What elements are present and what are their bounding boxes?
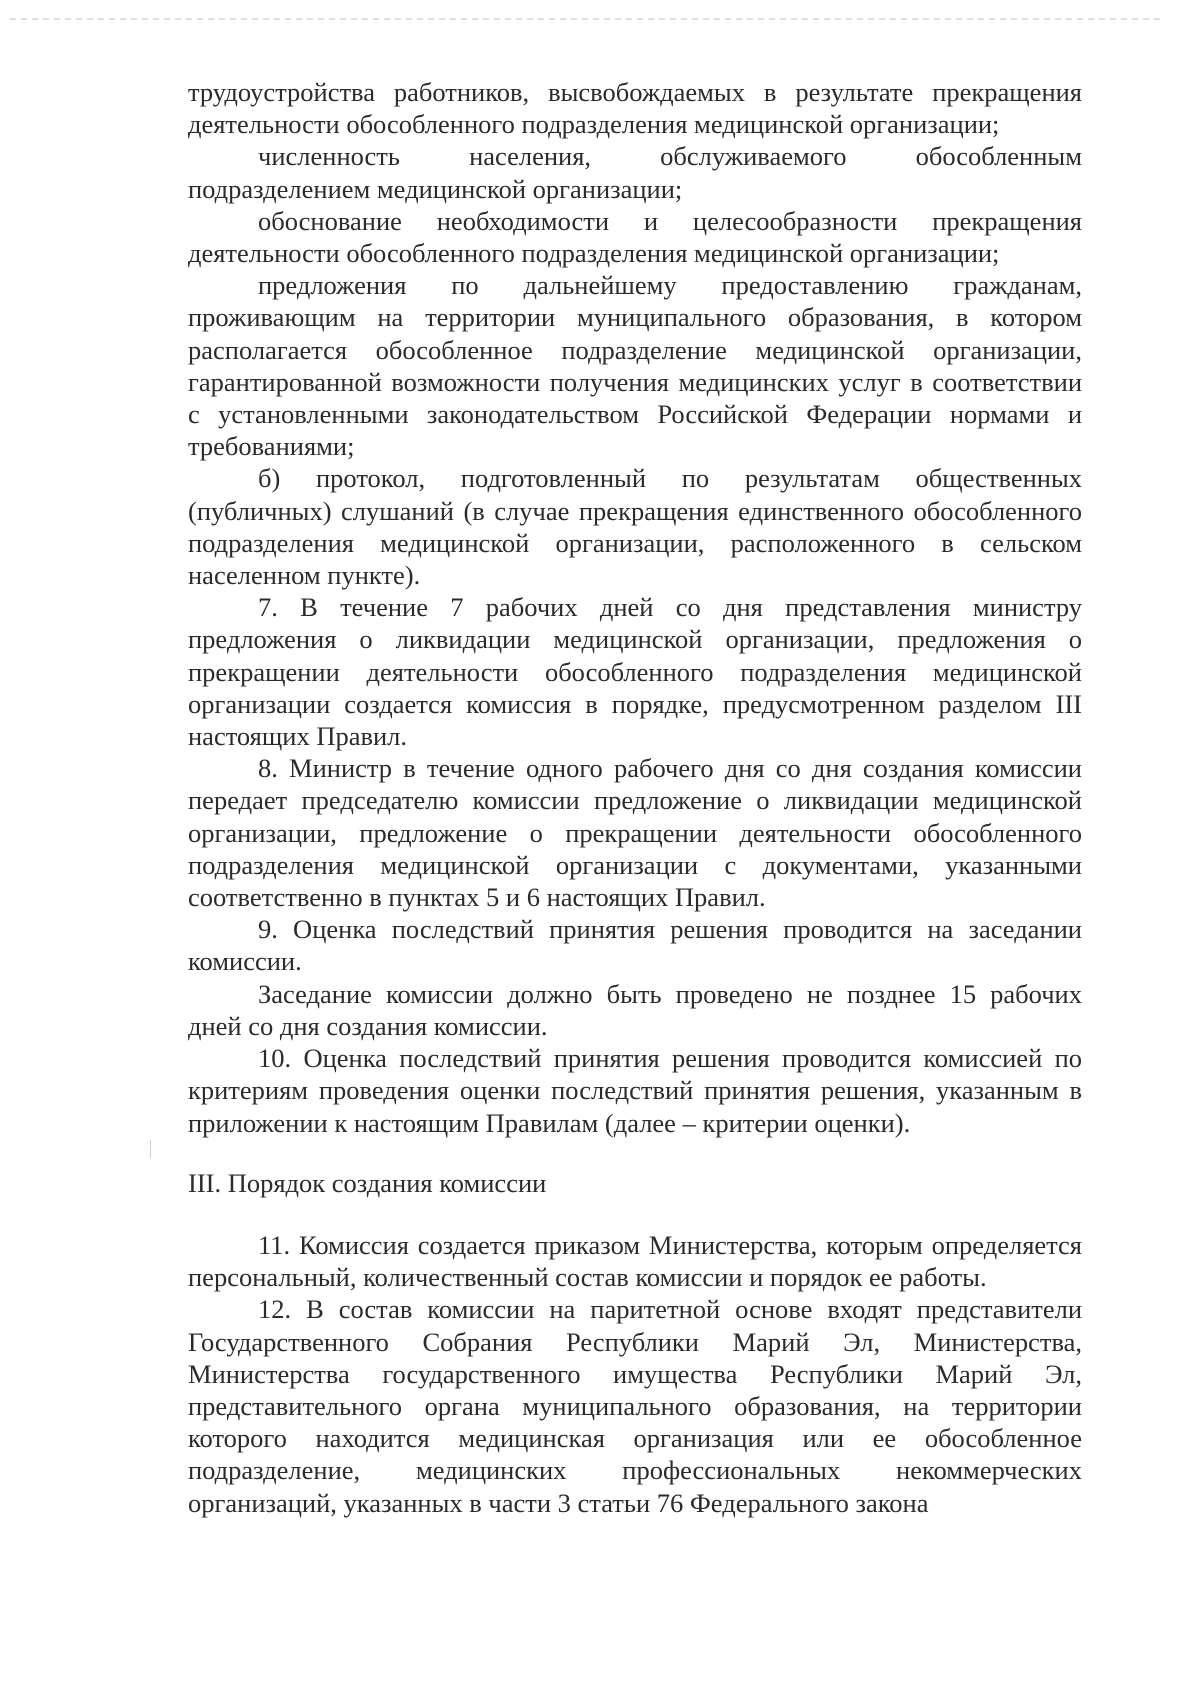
paragraph-item-10: 10. Оценка последствий принятия решения проводится комиссией по критериям проведения оценки последствий принятия решения, указанным в приложении к настоящим Правилам (далее – критерии оценки). [188,1043,1082,1138]
paragraph-item-9: 9. Оценка последствий принятия решения проводится на заседании комиссии. [188,914,1082,977]
paragraph-continuation: трудоустройства работников, высвобождаемых в результате прекращения деятельности обособленного подразделения медицинской организации; [188,77,1082,140]
document-body [188,76,1082,1519]
paragraph-proposals: предложения по дальнейшему предоставлению гражданам, проживающим на территории муниципального образования, в котором располагается обособленное подразделение медицинской организации, гарантированной возможности получения медицинских услуг в соответствии с установленными законодательством Российской Федерации нормами и требованиями; [188,270,1082,462]
paragraph-item-8: 8. Министр в течение одного рабочего дня со дня создания комиссии передает председателю комиссии предложение о ликвидации медицинской организации, предложение о прекращении деятельности обособленного подразделения медицинской организации с документами, указанными соответственно в пунктах 5 и 6 настоящих Правил. [188,753,1082,913]
paragraph-meeting: Заседание комиссии должно быть проведено не позднее 15 рабочих дней со дня создания комиссии. [188,978,1082,1041]
scan-artifact-mark [150,1140,151,1158]
section-heading: III. Порядок создания комиссии [188,1167,547,1198]
paragraph-item-11: 11. Комиссия создается приказом Министерства, которым определяется персональный, количественный состав комиссии и порядок ее работы. [188,1229,1082,1293]
scan-artifact-line [10,18,1160,20]
paragraph-justification: обоснование необходимости и целесообразности прекращения деятельности обособленного подразделения медицинской организации; [188,205,1082,269]
paragraph-protocol: б) протокол, подготовленный по результатам общественных (публичных) слушаний (в случае прекращения единственного обособленного подразделения медицинской организации, расположенного в сельском населенном пункте). [188,463,1082,591]
paragraph-item-7: 7. В течение 7 рабочих дней со дня представления министру предложения о ликвидации медицинской организации, предложения о прекращении деятельности обособленного подразделения медицинской организации создается комиссия в порядке, предусмотренном разделом III настоящих Правил. [188,592,1082,752]
paragraph-population: численность населения, обслуживаемого обособленным подразделением медицинской организации; [188,141,1082,204]
paragraph-item-12: 12. В состав комиссии на паритетной основе входят представители Государственного Собрания Республики Марий Эл, Министерства, Министерства государственного имущества Республики Марий Эл, представительного органа муниципального образования, на территории которого находится медицинская организация или ее обособленное подразделение, медицинских профессиональных некоммерческих организаций, указанных в части 3 статьи 76 Федерального закона [188,1294,1082,1518]
